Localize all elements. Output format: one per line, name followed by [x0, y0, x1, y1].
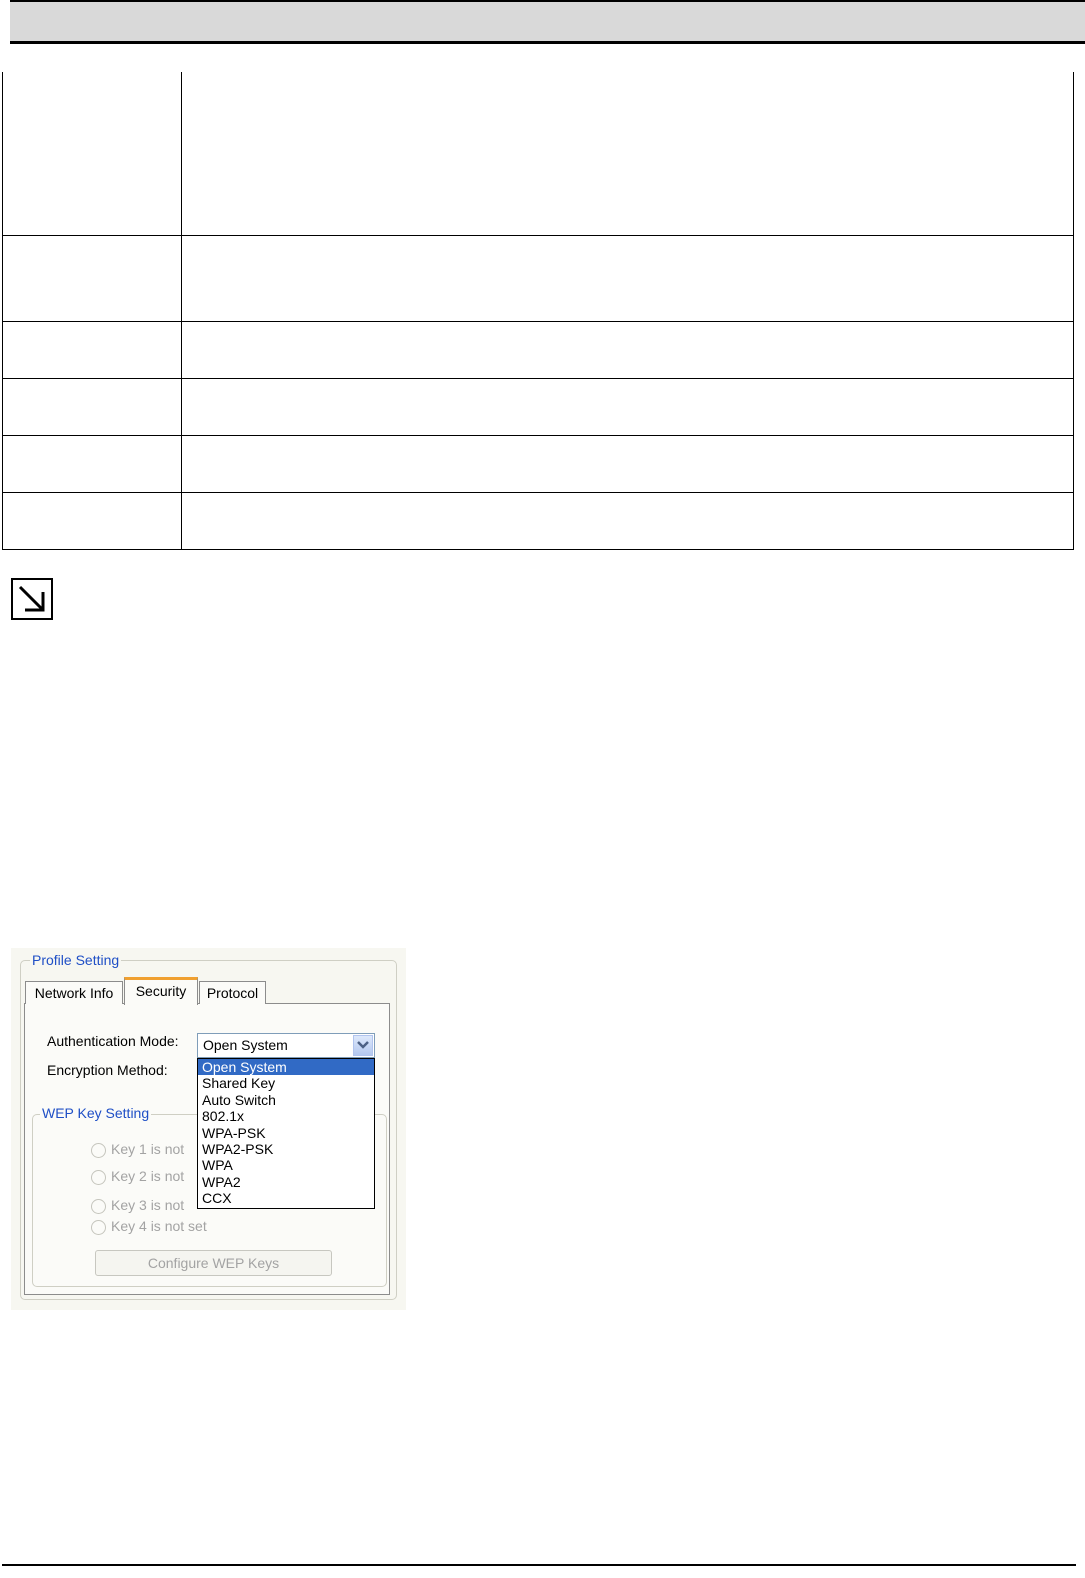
dropdown-option[interactable]: Open System [198, 1059, 374, 1075]
table-row [3, 321, 1074, 378]
radio-circle [91, 1143, 106, 1158]
table-row [3, 492, 1074, 549]
dropdown-option[interactable]: CCX [202, 1190, 232, 1207]
wep-key-setting-title: WEP Key Setting [42, 1105, 150, 1121]
footer-rule [2, 1564, 1076, 1566]
header-band [10, 0, 1085, 44]
dropdown-option[interactable]: WPA2 [202, 1173, 241, 1190]
dropdown-option[interactable]: 802.1x [202, 1108, 245, 1125]
configure-wep-keys-button[interactable]: Configure WEP Keys [95, 1250, 332, 1276]
key-4-radio[interactable] [91, 1218, 207, 1235]
arrow-down-right-icon [11, 578, 53, 620]
table-cell [3, 235, 182, 321]
chevron-down-icon [357, 1041, 369, 1050]
radio-circle [91, 1199, 106, 1214]
table-cell [182, 235, 1074, 321]
table-cell [182, 72, 1074, 235]
spec-table [2, 72, 1074, 550]
key-3-label: Key 3 is not [111, 1197, 185, 1213]
dropdown-option[interactable]: WPA2-PSK [202, 1140, 274, 1157]
authentication-mode-select[interactable] [197, 1033, 375, 1058]
table-cell [182, 321, 1074, 378]
authentication-mode-dropdown-list[interactable] [197, 1058, 375, 1209]
authentication-mode-label: Authentication Mode: [47, 1033, 179, 1049]
key-2-label: Key 2 is not [111, 1168, 185, 1184]
table-cell [3, 492, 182, 549]
dropdown-option[interactable]: Shared Key [202, 1075, 276, 1092]
table-cell [3, 72, 182, 235]
table-row [3, 72, 1074, 235]
tab-security[interactable]: Security [124, 977, 198, 1005]
table-cell [182, 435, 1074, 492]
profile-setting-screenshot [11, 948, 406, 1310]
table-cell [3, 435, 182, 492]
table-cell [3, 378, 182, 435]
key-1-radio[interactable] [91, 1141, 184, 1158]
dropdown-option[interactable]: WPA [202, 1157, 233, 1174]
key-3-radio[interactable] [91, 1197, 184, 1214]
key-2-radio[interactable] [91, 1168, 184, 1185]
authentication-mode-value: Open System [203, 1037, 288, 1053]
table-cell [182, 492, 1074, 549]
dropdown-button[interactable] [353, 1035, 373, 1056]
radio-circle [91, 1220, 106, 1235]
key-1-label: Key 1 is not [111, 1141, 185, 1157]
dropdown-option[interactable]: Auto Switch [202, 1091, 276, 1108]
table-cell [3, 321, 182, 378]
table-row [3, 435, 1074, 492]
table-row [3, 378, 1074, 435]
tab-protocol[interactable]: Protocol [199, 981, 266, 1004]
key-4-label: Key 4 is not set [111, 1218, 207, 1234]
encryption-method-label: Encryption Method: [47, 1062, 168, 1078]
tab-network-info[interactable]: Network Info [25, 981, 123, 1004]
dropdown-option[interactable]: WPA-PSK [202, 1124, 266, 1141]
table-cell [182, 378, 1074, 435]
group-title: Profile Setting [32, 952, 120, 968]
radio-circle [91, 1170, 106, 1185]
table-row [3, 235, 1074, 321]
